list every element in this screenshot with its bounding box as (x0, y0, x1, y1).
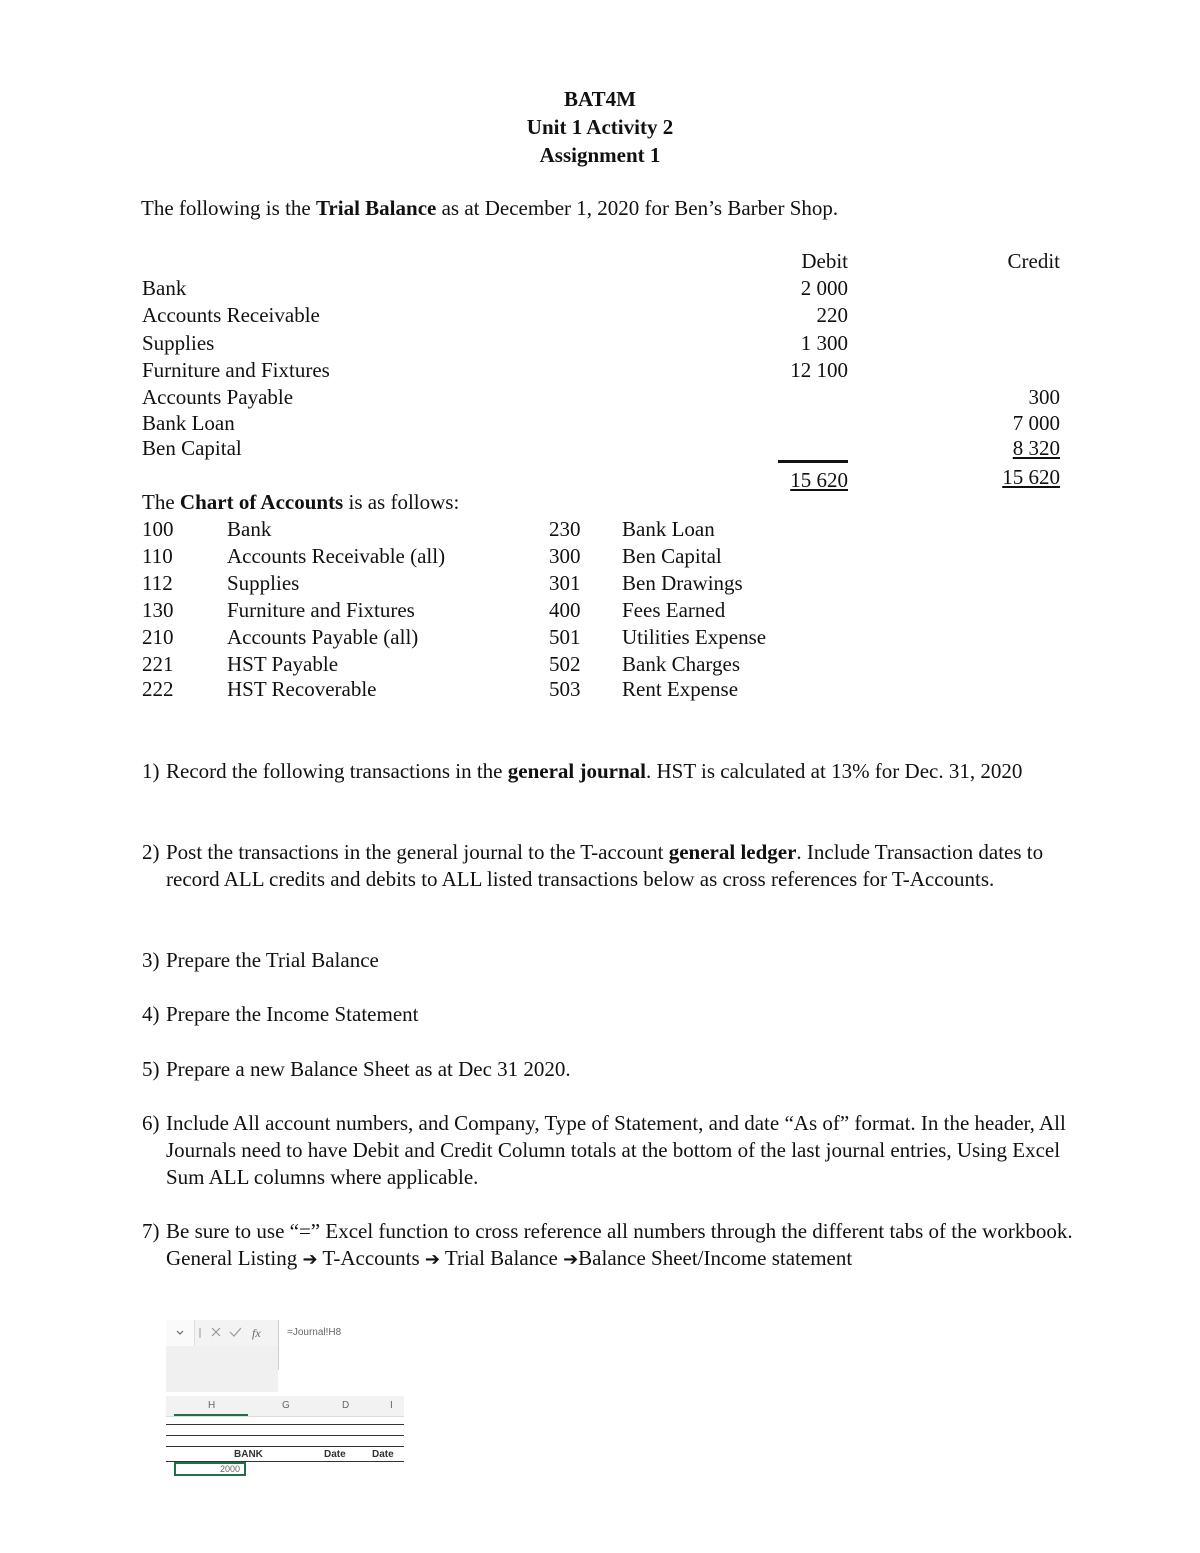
instruction-number: 4) (142, 1002, 160, 1026)
grid-area (166, 1346, 278, 1392)
instruction-number: 3) (142, 948, 160, 972)
instruction-text: Prepare the Income Statement (166, 1002, 419, 1026)
account-name: HST Payable (227, 652, 339, 676)
tb-debit: 12 100 (790, 358, 848, 382)
account-number: 300 (549, 544, 581, 568)
chart-intro-bold: Chart of Accounts (179, 490, 344, 514)
account-number: 130 (142, 598, 174, 622)
instruction-1 (142, 758, 1082, 785)
chevron-down-icon (166, 1320, 194, 1346)
account-number: 400 (549, 598, 581, 622)
tb-total-credit: 15 620 (1002, 465, 1060, 489)
account-number: 301 (549, 571, 581, 595)
tb-account: Furniture and Fixtures (142, 358, 330, 382)
arrow-right-icon: ➔ (302, 1249, 318, 1270)
column-i: I (390, 1400, 393, 1411)
instruction-7 (142, 1218, 1082, 1273)
instruction-6 (142, 1110, 1082, 1191)
tb-debit: 1 300 (800, 331, 848, 355)
instruction-text: Prepare a new Balance Sheet as at Dec 31 2020. (166, 1057, 571, 1081)
arrow-right-icon: ➔ (563, 1249, 579, 1270)
account-number: 501 (549, 625, 581, 649)
date-label: Date (324, 1449, 346, 1460)
instruction-text: Balance Sheet/Income statement (578, 1246, 853, 1270)
tb-credit: 300 (1028, 385, 1060, 409)
account-number: 222 (142, 677, 174, 701)
column-d: D (342, 1400, 350, 1411)
instruction-bold: general journal (507, 759, 646, 783)
tb-total-debit: 15 620 (790, 468, 848, 492)
account-name: Ben Capital (622, 544, 722, 568)
account-number: 112 (142, 571, 173, 595)
tb-credit: 7 000 (1012, 411, 1060, 435)
tb-account: Bank Loan (142, 411, 235, 435)
instruction-5 (142, 1056, 1082, 1083)
instruction-number: 5) (142, 1057, 160, 1081)
account-name: Ben Drawings (622, 571, 743, 595)
instruction-3 (142, 947, 1082, 974)
account-number: 230 (549, 517, 581, 541)
instruction-text: Post the transactions in the general journal to the T-account (166, 840, 669, 864)
tb-account: Ben Capital (142, 436, 242, 460)
formula-input[interactable] (278, 1320, 405, 1370)
account-name: Rent Expense (622, 677, 739, 701)
instruction-number: 7) (142, 1219, 160, 1243)
intro-sentence (141, 198, 838, 219)
account-name: Bank (227, 517, 272, 541)
intro-prefix: The following is the (141, 196, 316, 220)
instruction-bold: general ledger (668, 840, 797, 864)
name-box[interactable] (166, 1320, 195, 1346)
account-number: 221 (142, 652, 174, 676)
grid-line (166, 1424, 404, 1425)
column-h: H (208, 1400, 216, 1411)
instruction-text: Include All account numbers, and Company, Type of Statement, and date “As of” format. In the header, All Journals need to have Debit and Credit Column totals at the bottom of the last journal entries, Using Excel Sum ALL columns where applicable. (166, 1111, 1066, 1189)
account-name: Accounts Receivable (all) (227, 544, 446, 568)
account-name: HST Recoverable (227, 677, 377, 701)
unit-title: Unit 1 Activity 2 (526, 115, 674, 139)
bank-label: BANK (234, 1449, 263, 1460)
account-name: Furniture and Fixtures (227, 598, 415, 622)
instruction-4 (142, 1001, 1082, 1028)
account-name: Fees Earned (622, 598, 726, 622)
tb-account: Supplies (142, 331, 215, 355)
chart-intro-suffix: is as follows: (343, 490, 460, 514)
arrow-right-icon: ➔ (424, 1249, 440, 1270)
fx-icon: fx (252, 1326, 261, 1340)
account-number: 210 (142, 625, 174, 649)
debit-header: Debit (801, 249, 848, 273)
tb-account: Accounts Receivable (142, 303, 320, 327)
grid-line (166, 1435, 404, 1436)
account-name: Utilities Expense (622, 625, 767, 649)
account-name: Bank Charges (622, 652, 741, 676)
instruction-text: Trial Balance (439, 1246, 564, 1270)
column-g: G (282, 1400, 290, 1411)
formula-text: =Journal!H8 (287, 1327, 342, 1338)
account-name: Bank Loan (622, 517, 715, 541)
tb-account: Accounts Payable (142, 385, 294, 409)
tb-debit: 2 000 (800, 276, 848, 300)
instruction-text: Be sure to use “=” Excel function to cross reference all numbers through the different tabs of the workbook. General Listing (166, 1219, 1073, 1270)
intro-suffix: as at December 1, 2020 for Ben’s Barber Shop. (436, 196, 839, 220)
account-name: Supplies (227, 571, 300, 595)
assignment-title: Assignment 1 (539, 143, 661, 167)
account-number: 100 (142, 517, 174, 541)
instruction-2 (142, 839, 1082, 893)
formula-controls-icon (196, 1320, 276, 1346)
cell-value: 2000 (219, 1464, 240, 1474)
instruction-number: 6) (142, 1111, 160, 1135)
instruction-text: . Include Transaction dates to record ALL credits and debits to ALL listed transactions below as cross references for T-Accounts. (166, 840, 1044, 891)
instruction-text: Record the following transactions in the (166, 759, 508, 783)
account-number: 502 (549, 652, 581, 676)
account-number: 503 (549, 677, 581, 701)
instruction-text: . HST is calculated at 13% for Dec. 31, 2020 (646, 759, 1023, 783)
tb-account: Bank (142, 276, 187, 300)
date-label: Date (372, 1449, 394, 1460)
instruction-number: 1) (142, 759, 160, 783)
credit-header: Credit (1007, 249, 1060, 273)
chart-intro-prefix: The (142, 490, 180, 514)
instruction-text: Prepare the Trial Balance (166, 948, 379, 972)
account-number: 110 (142, 544, 173, 568)
course-code: BAT4M (564, 87, 636, 111)
instruction-number: 2) (142, 840, 160, 864)
selected-cell[interactable] (174, 1462, 246, 1476)
excel-screenshot (166, 1320, 404, 1480)
total-rule (778, 460, 848, 463)
instruction-text: T-Accounts (317, 1246, 425, 1270)
grid-line (166, 1446, 404, 1447)
tb-credit: 8 320 (1012, 436, 1060, 460)
tb-debit: 220 (816, 303, 848, 327)
intro-bold: Trial Balance (315, 196, 437, 220)
selected-column-marker (174, 1414, 248, 1416)
account-name: Accounts Payable (all) (227, 625, 419, 649)
chart-intro (142, 492, 459, 513)
